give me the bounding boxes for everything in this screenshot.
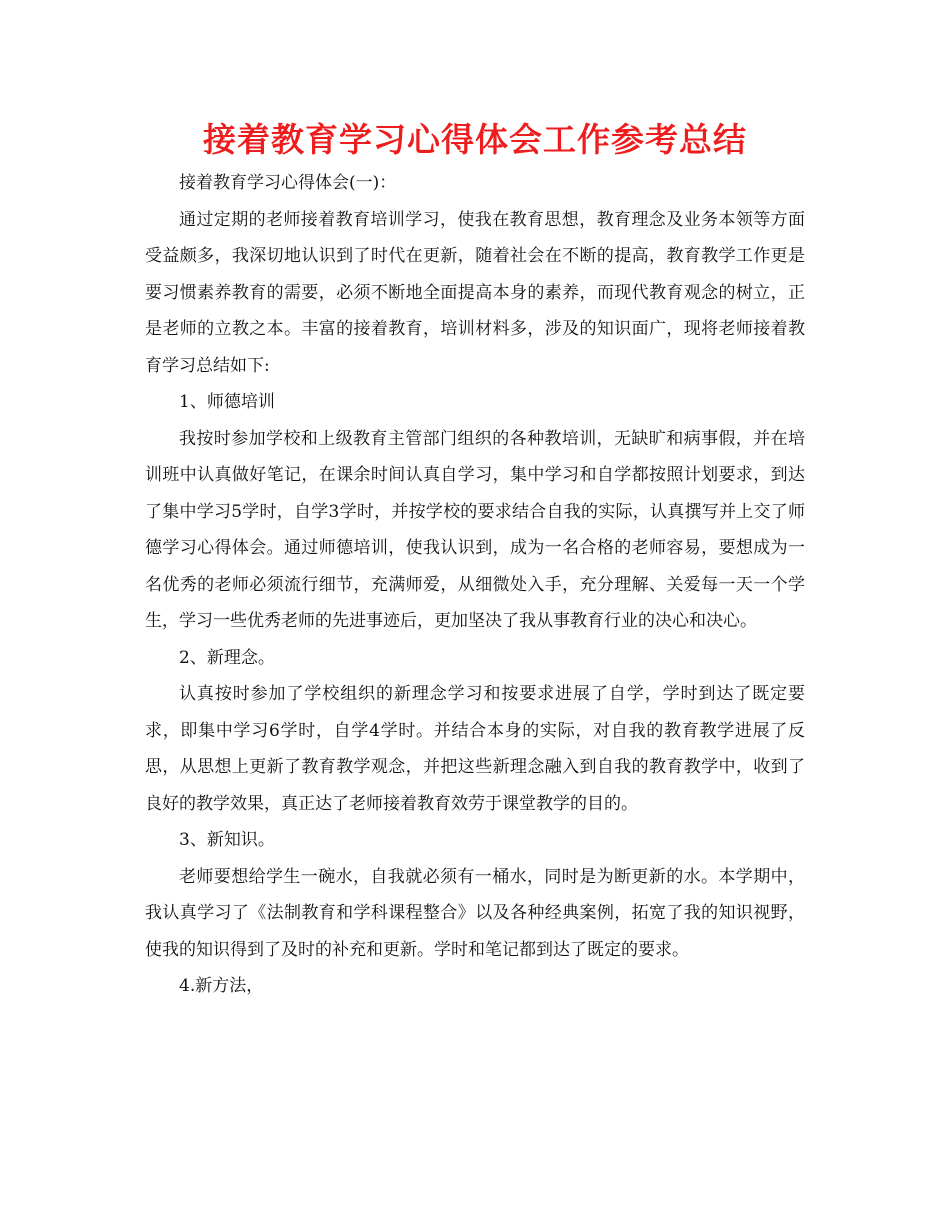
paragraph-new-knowledge: 老师要想给学生一碗水，自我就必须有一桶水，同时是为断更新的水。本学期中，我认真学习了《法制教育和学科课程整合》以及各种经典案例，拓宽了我的知识视野，使我的知识得到了及时的补充和更新。学时和笔记都到达了既定的要求。 [145,866,805,960]
paragraph-ethics: 我按时参加学校和上级教育主管部门组织的各种教培训，无缺旷和病事假，并在培训班中认真做好笔记，在课余时间认真自学习，集中学习和自学都按照计划要求，到达了集中学习5学时，自学3学时，并按学校的要求结合自我的实际，认真撰写并上交了师德学习心得体会。通过师德培训，使我认识到，成为一名合格的老师容易，要想成为一名优秀的老师必须流行细节，充满师爱，从细微处入手，充分理解、关爱每一天一个学生，学习一些优秀老师的先进事迹后，更加坚决了我从事教育行业的决心和决心。 [145,428,805,631]
document-body [145,165,805,1005]
section-heading-ethics: 1、师德培训 [179,392,275,412]
section-heading-intro: 接着教育学习心得体会(一)： [179,173,397,193]
paragraph-intro: 通过定期的老师接着教育培训学习，使我在教育思想，教育理念及业务本领等方面受益颇多，我深切地认识到了时代在更新，随着社会在不断的提高，教育教学工作更是要习惯素养教育的需要，必须不断地全面提高本身的素养，而现代教育观念的树立，正是老师的立教之本。丰富的接着教育，培训材料多，涉及的知识面广，现将老师接着教育学习总结如下: [145,209,805,376]
section-heading-new-method: 4.新方法， [179,976,264,996]
section-heading-new-knowledge: 3、新知识。 [179,830,275,850]
document-title: 接着教育学习心得体会工作参考总结 [203,120,747,159]
paragraph-new-concept: 认真按时参加了学校组织的新理念学习和按要求进展了自学，学时到达了既定要求，即集中学习6学时，自学4学时。并结合本身的实际，对自我的教育教学进展了反思，从思想上更新了教育教学观念，并把这些新理念融入到自我的教育教学中，收到了良好的教学效果，真正达了老师接着教育效劳于课堂教学的目的。 [145,684,805,814]
section-heading-new-concept: 2、新理念。 [179,647,275,668]
